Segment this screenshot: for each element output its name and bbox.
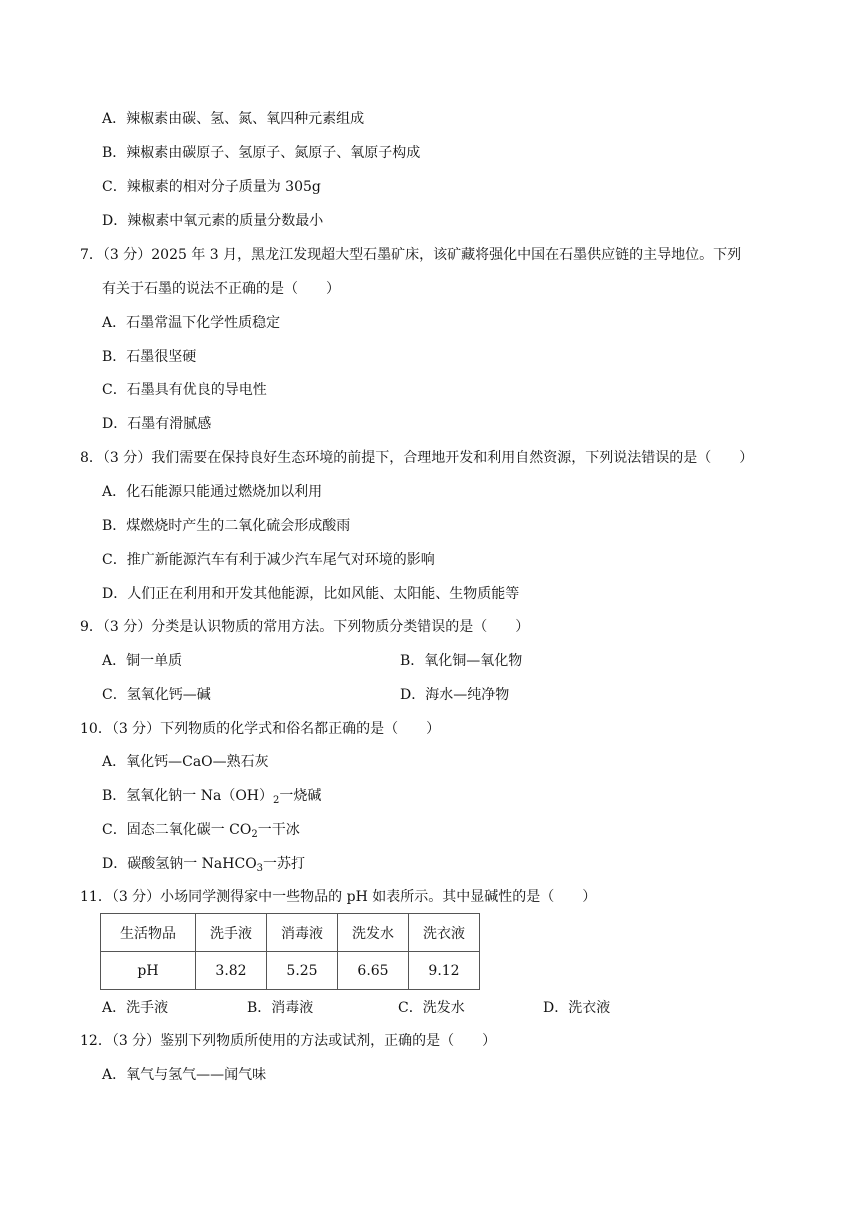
ph-table-header-row: [101, 914, 480, 952]
ph-table-header-cell: 洗衣液: [409, 914, 480, 952]
q9-option-a: A．铜一单质: [102, 653, 183, 669]
q11-option-a: A．洗手液: [102, 1000, 169, 1016]
ph-table-cell: pH: [101, 952, 196, 990]
q9-option-b: B．氧化铜—氧化物: [400, 653, 523, 669]
q11-stem: 11．（3 分）小场同学测得家中一些物品的 pH 如表所示。其中显碱性的是（ ）: [80, 889, 597, 905]
q10-option-a: A．氧化钙—CaO—熟石灰: [102, 754, 269, 770]
q7-option-b: B．石墨很坚硬: [102, 349, 197, 365]
q9-stem: 9．（3 分）分类是认识物质的常用方法。下列物质分类错误的是（ ）: [80, 619, 530, 635]
q8-option-a: A．化石能源只能通过燃烧加以利用: [102, 484, 323, 500]
q6-option-b: B．辣椒素由碳原子、氢原子、氮原子、氧原子构成: [102, 145, 421, 161]
ph-table-cell: 9.12: [409, 952, 480, 990]
q8-option-c: C．推广新能源汽车有利于减少汽车尾气对环境的影响: [102, 552, 435, 568]
q10-option-c-subscript: 2: [251, 829, 258, 840]
q11-option-c: C．洗发水: [398, 1000, 465, 1016]
ph-table: [100, 913, 480, 990]
q10-option-c-text: C．固态二氧化碳一 CO: [102, 822, 252, 838]
q10-option-b-subscript: 2: [273, 795, 280, 806]
q11-option-b: B．消毒液: [247, 1000, 314, 1016]
q7-option-c: C．石墨具有优良的导电性: [102, 382, 267, 398]
q12-stem: 12．（3 分）鉴别下列物质所使用的方法或试剂，正确的是（ ）: [80, 1033, 497, 1049]
q8-option-b: B．煤燃烧时产生的二氧化硫会形成酸雨: [102, 518, 351, 534]
q10-option-d: [102, 855, 305, 873]
q6-option-d: D．辣椒素中氧元素的质量分数最小: [102, 213, 324, 229]
ph-table-cell: 3.82: [196, 952, 267, 990]
ph-table-header-cell: 洗手液: [196, 914, 267, 952]
q9-option-d: D．海水—纯净物: [400, 687, 510, 703]
q11-option-d: D．洗衣液: [543, 1000, 611, 1016]
ph-table-header-cell: 消毒液: [267, 914, 338, 952]
q10-option-b-name: 一烧碱: [279, 788, 322, 804]
q7-option-a: A．石墨常温下化学性质稳定: [102, 315, 281, 331]
q10-stem: 10．（3 分）下列物质的化学式和俗名都正确的是（ ）: [80, 721, 441, 737]
q7-stem-line2: 有关于石墨的说法不正确的是（ ）: [102, 281, 340, 297]
q7-option-d: D．石墨有滑腻感: [102, 416, 212, 432]
q10-option-c-name: 一干冰: [257, 822, 300, 838]
ph-table-value-row: [101, 952, 480, 990]
ph-table-cell: 6.65: [338, 952, 409, 990]
ph-table-header-cell: 洗发水: [338, 914, 409, 952]
q10-option-b: [102, 787, 321, 805]
q6-option-c: C．辣椒素的相对分子质量为 305g: [102, 179, 321, 195]
ph-table-header-cell: 生活物品: [101, 914, 196, 952]
q7-stem-line1: 7．（3 分）2025 年 3 月，黑龙江发现超大型石墨矿床，该矿藏将强化中国在石墨供应链的主导地位。下列: [80, 247, 742, 263]
q10-option-d-name: 一苏打: [263, 856, 306, 872]
q6-option-a: A．辣椒素由碳、氢、氮、氧四种元素组成: [102, 111, 365, 127]
q10-option-c: [102, 821, 300, 839]
q10-option-d-subscript: 3: [256, 863, 264, 874]
q8-option-d: D．人们正在利用和开发其他能源，比如风能、太阳能、生物质能等: [102, 586, 520, 602]
q8-stem: 8．（3 分）我们需要在保持良好生态环境的前提下，合理地开发和利用自然资源，下列说法错误的是（ ）: [80, 450, 754, 466]
q10-option-b-text: B．氢氧化钠一 Na（OH）: [102, 788, 274, 804]
ph-table-cell: 5.25: [267, 952, 338, 990]
q10-option-d-text: D．碳酸氢钠一 NaHCO: [102, 856, 257, 872]
q9-option-c: C．氢氧化钙—碱: [102, 687, 211, 703]
q12-option-a: A．氧气与氢气——闻气味: [102, 1067, 267, 1083]
